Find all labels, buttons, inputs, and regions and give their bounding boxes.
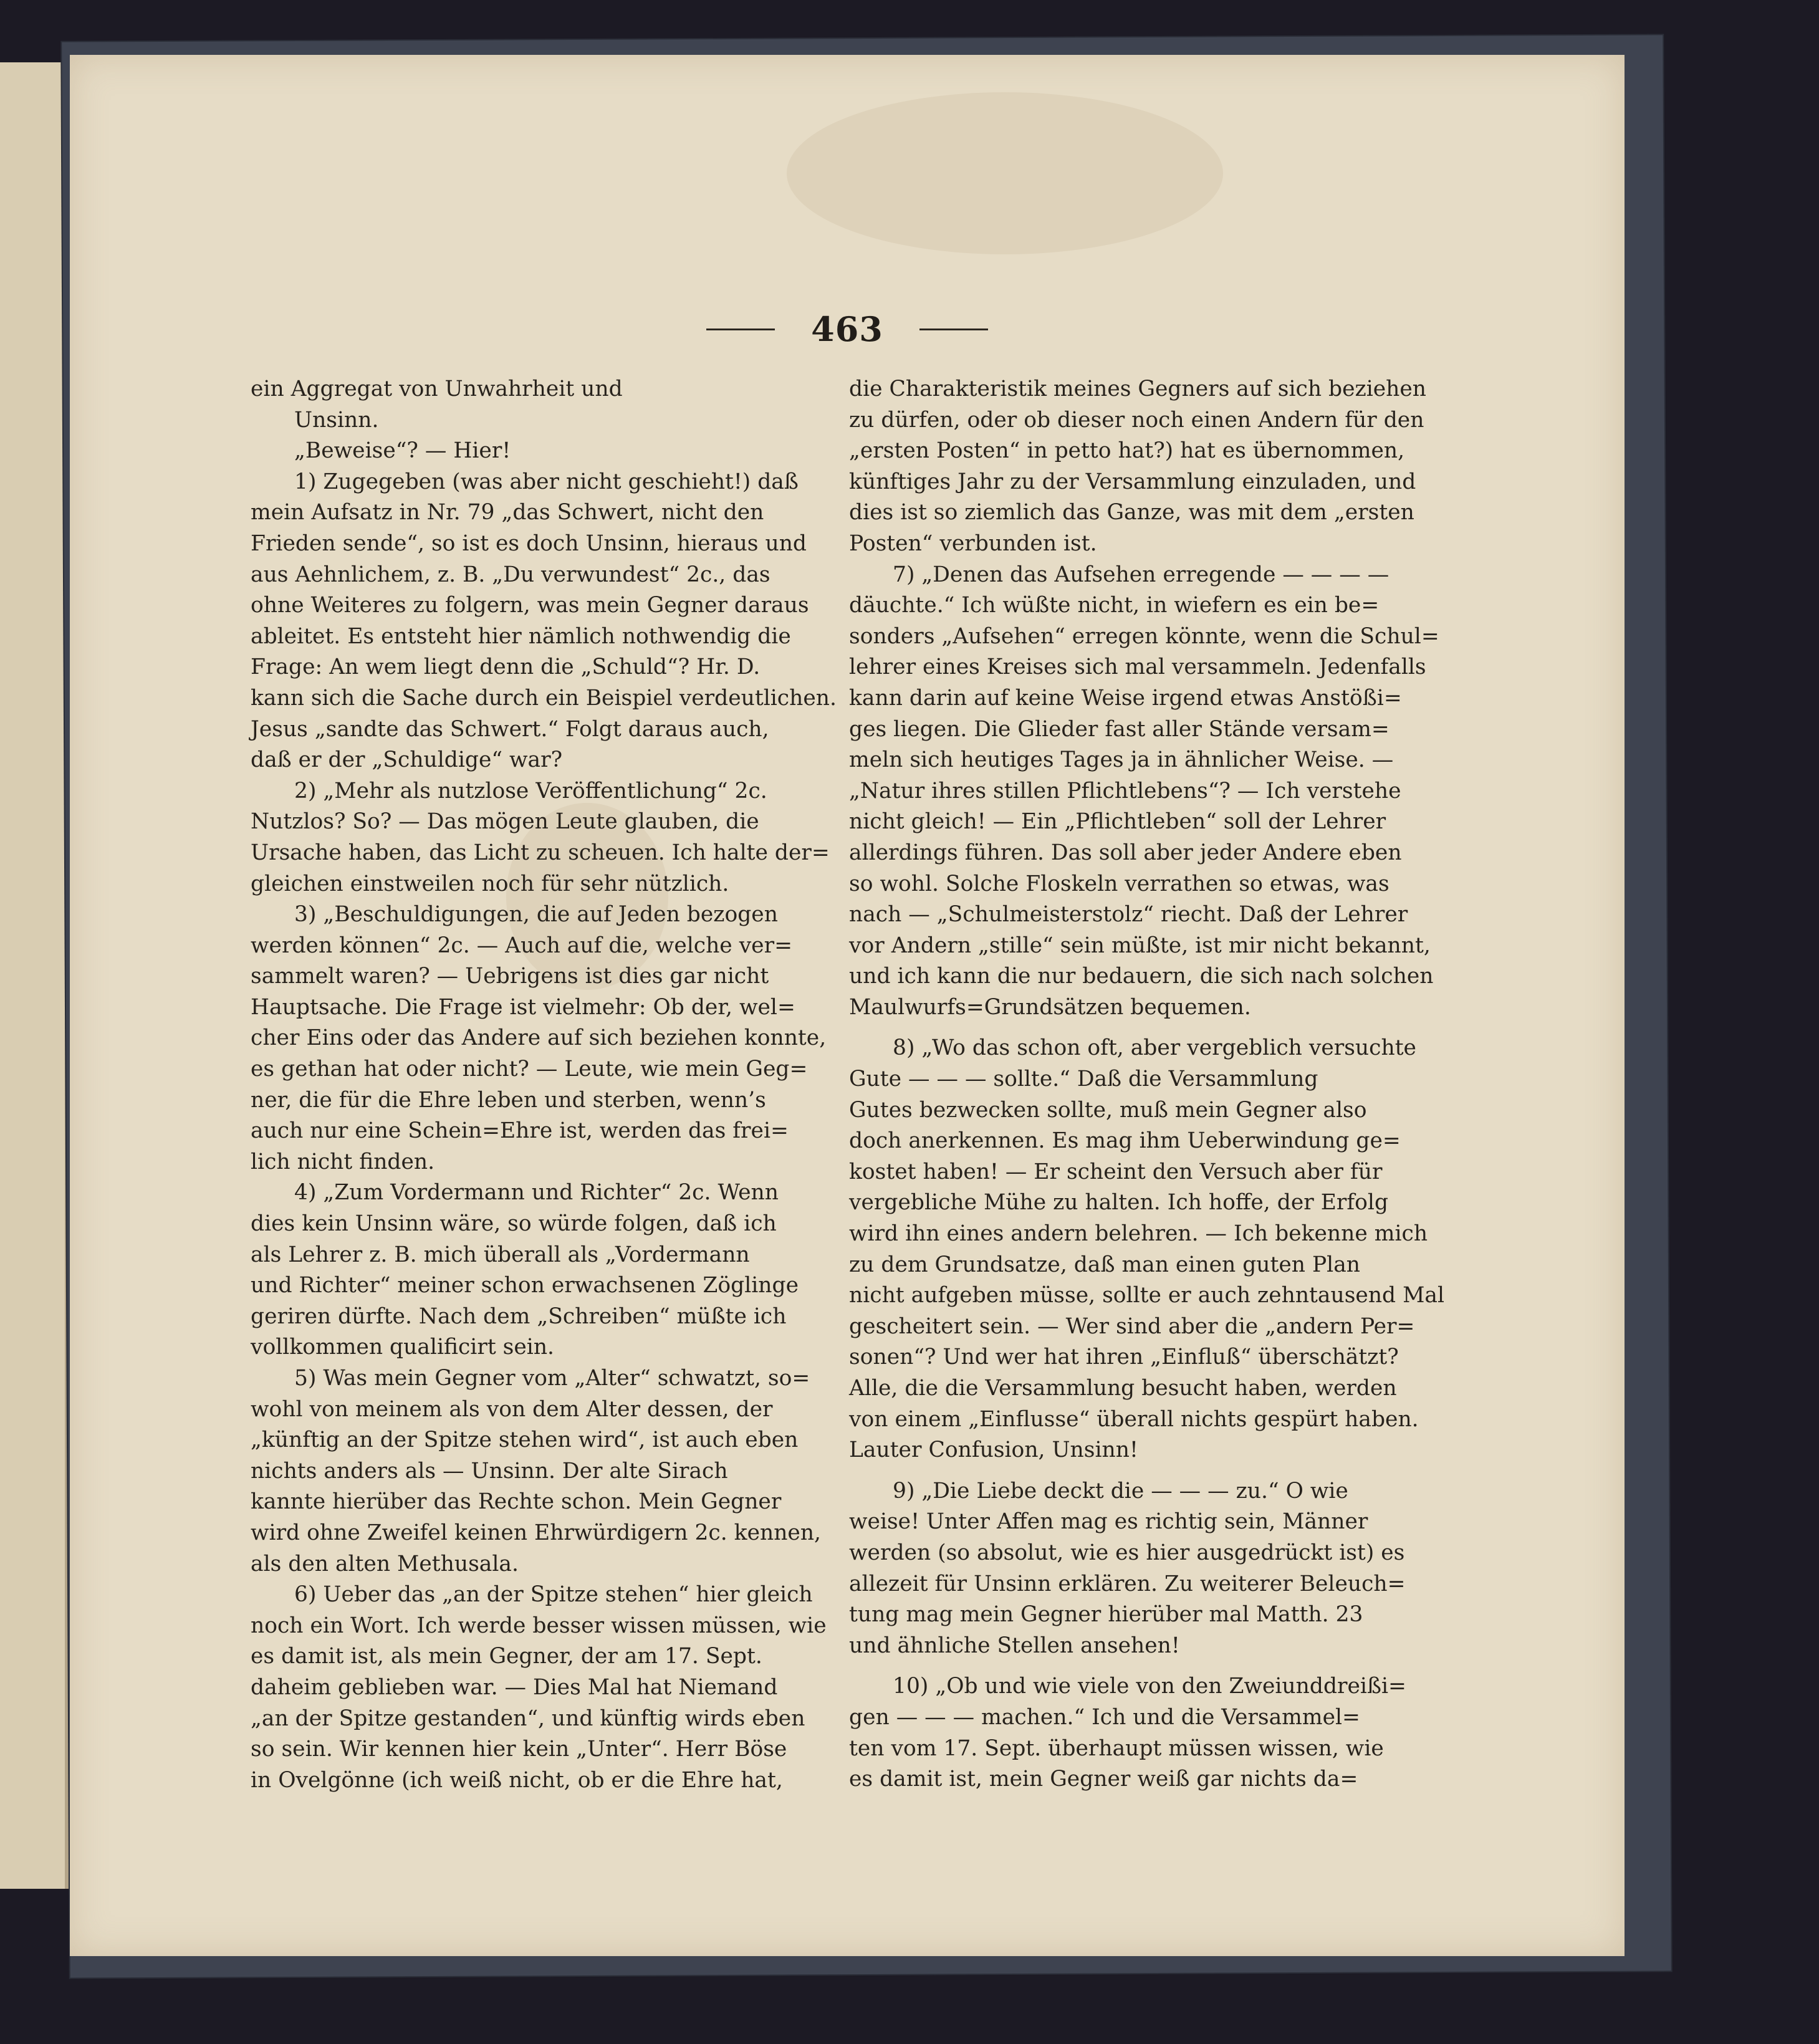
paragraph-gap [849, 1661, 1410, 1671]
text-line: Hauptsache. Die Frage ist vielmehr: Ob der, wel= [251, 994, 795, 1020]
text-line: es damit ist, mein Gegner weiß gar nichts da= [849, 1767, 1358, 1792]
text-line: von einem „Einflusse“ überall nichts gespürt haben. [849, 1406, 1419, 1432]
text-line: gescheitert sein. — Wer sind aber die „andern Per= [849, 1313, 1415, 1339]
text-line: die Charakteristik meines Gegners auf sich beziehen [849, 377, 1427, 401]
text-line: nichts anders als — Unsinn. Der alte Sirach [251, 1458, 728, 1484]
text-line: allezeit für Unsinn erklären. Zu weiterer Beleuch= [849, 1571, 1406, 1596]
text-line: ohne Weiteres zu folgern, was mein Gegner daraus [251, 593, 809, 618]
text-line: 4) „Zum Vordermann und Richter“ 2c. Wenn [294, 1180, 779, 1206]
text-line: ges liegen. Die Glieder fast aller Stände versam= [849, 716, 1389, 742]
text-line: 3) „Beschuldigungen, die auf Jeden bezogen [294, 902, 778, 928]
text-line: Gutes bezwecken sollte, muß mein Gegner also [849, 1097, 1367, 1123]
adjacent-left-page [0, 62, 69, 1889]
text-line: sonders „Aufsehen“ erregen könnte, wenn die Schul= [849, 623, 1439, 649]
text-line: 7) „Denen das Aufsehen erregende — — — — [893, 562, 1389, 587]
right-text-column [849, 374, 1445, 1795]
water-stain [787, 92, 1223, 254]
text-line: Gute — — — sollte.“ Daß die Versammlung [849, 1067, 1318, 1092]
text-line: „ersten Posten“ in petto hat?) hat es übernommen, [849, 438, 1405, 464]
text-line: es damit ist, als mein Gegner, der am 17. Sept. [251, 1644, 762, 1669]
text-line: „an der Spitze gestanden“, und künftig wirds eben [251, 1706, 805, 1731]
text-line: ner, die für die Ehre leben und sterben, wenn’s [251, 1087, 766, 1113]
text-line: so sein. Wir kennen hier kein „Unter“. Herr Böse [251, 1737, 787, 1762]
text-line: als den alten Methusala. [251, 1551, 519, 1576]
text-line: Posten“ verbunden ist. [849, 530, 1097, 556]
text-line: wird ihn eines andern belehren. — Ich bekenne mich [849, 1221, 1428, 1247]
text-line: geriren dürfte. Nach dem „Schreiben“ müßte ich [251, 1303, 787, 1329]
text-line: Frieden sende“, so ist es doch Unsinn, hieraus und [251, 530, 807, 556]
text-line: ten vom 17. Sept. überhaupt müssen wissen, wie [849, 1735, 1384, 1761]
text-line: weise! Unter Affen mag es richtig sein, Männer [849, 1509, 1368, 1535]
text-line: und Richter“ meiner schon erwachsenen Zöglinge [251, 1273, 799, 1298]
page-number: 463 [811, 309, 883, 349]
text-line: 9) „Die Liebe deckt die — — — zu.“ O wie [893, 1478, 1348, 1504]
book-page [70, 55, 1625, 1956]
text-line: als Lehrer z. B. mich überall als „Vordermann [251, 1242, 750, 1267]
text-line: dies ist so ziemlich das Ganze, was mit dem „ersten [849, 500, 1414, 525]
text-line: däuchte.“ Ich wüßte nicht, in wiefern es ein be= [849, 593, 1380, 618]
text-line: werden (so absolut, wie es hier ausgedrückt ist) es [849, 1540, 1405, 1565]
text-line: es gethan hat oder nicht? — Leute, wie mein Geg= [251, 1057, 808, 1082]
text-line: nicht gleich! — Ein „Pflichtleben“ soll der Lehrer [849, 809, 1386, 835]
text-line: lich nicht finden. [251, 1149, 435, 1174]
text-line: „Natur ihres stillen Pflichtlebens“? — Ich verstehe [849, 778, 1401, 804]
header-rule-left [706, 329, 775, 330]
text-line: und ähnliche Stellen ansehen! [849, 1633, 1180, 1658]
text-line: aus Aehnlichem, z. B. „Du verwundest“ 2c., das [251, 562, 770, 587]
text-line: „Beweise“? — Hier! [294, 438, 511, 464]
text-line: Nutzlos? So? — Das mögen Leute glauben, die [251, 809, 759, 835]
text-line: wird ohne Zweifel keinen Ehrwürdigern 2c. kennen, [251, 1520, 822, 1545]
paragraph-gap [849, 1023, 1410, 1033]
text-line: kostet haben! — Er scheint den Versuch aber für [849, 1159, 1383, 1184]
text-line: dies kein Unsinn wäre, so würde folgen, daß ich [251, 1211, 777, 1237]
text-line: sammelt waren? — Uebrigens ist dies gar nicht [251, 964, 769, 989]
text-line: 6) Ueber das „an der Spitze stehen“ hier gleich [294, 1582, 813, 1608]
text-line: und ich kann die nur bedauern, die sich nach solchen [849, 964, 1434, 989]
text-line: „künftig an der Spitze stehen wird“, ist auch eben [251, 1427, 799, 1453]
text-line: 10) „Ob und wie viele von den Zweiunddreißi= [893, 1674, 1406, 1699]
text-line: Alle, die die Versammlung besucht haben, werden [849, 1376, 1397, 1401]
text-line: so wohl. Solche Floskeln verrathen so etwas, was [849, 871, 1389, 896]
text-line: meln sich heutiges Tages ja in ähnlicher Weise. — [849, 747, 1394, 773]
text-line: nicht aufgeben müsse, sollte er auch zehntausend Mal [849, 1283, 1445, 1308]
left-text-column [251, 374, 837, 1796]
header-rule-right [919, 329, 988, 330]
text-line: zu dürfen, oder ob dieser noch einen Andern für den [849, 407, 1424, 433]
text-line: kann darin auf keine Weise irgend etwas Anstößi= [849, 685, 1402, 711]
text-line: daß er der „Schuldige“ war? [251, 747, 563, 773]
text-line: 5) Was mein Gegner vom „Alter“ schwatzt, so= [294, 1366, 810, 1391]
text-line: Frage: An wem liegt denn die „Schuld“? Hr. D. [251, 655, 761, 680]
text-line: 1) Zugegeben (was aber nicht geschieht!) daß [294, 469, 799, 494]
text-line: auch nur eine Schein=Ehre ist, werden das frei= [251, 1118, 789, 1144]
text-line: sonen“? Und wer hat ihren „Einfluß“ überschätzt? [849, 1345, 1399, 1370]
text-line: künftiges Jahr zu der Versammlung einzuladen, und [849, 469, 1416, 494]
text-line: Jesus „sandte das Schwert.“ Folgt daraus auch, [251, 716, 769, 742]
text-line: wohl von meinem als von dem Alter dessen, der [251, 1396, 773, 1422]
text-line: werden können“ 2c. — Auch auf die, welche ver= [251, 933, 793, 958]
text-line: ableitet. Es entsteht hier nämlich nothwendig die [251, 623, 791, 649]
text-line: gen — — — machen.“ Ich und die Versammel= [849, 1704, 1360, 1730]
text-line: allerdings führen. Das soll aber jeder Andere eben [849, 840, 1402, 865]
text-line: daheim geblieben war. — Dies Mal hat Niemand [251, 1674, 778, 1700]
text-line: Maulwurfs=Grundsätzen bequemen. [849, 994, 1251, 1020]
text-line: doch anerkennen. Es mag ihm Ueberwindung ge= [849, 1128, 1401, 1154]
text-line: cher Eins oder das Andere auf sich beziehen konnte, [251, 1025, 827, 1051]
text-line: Lauter Confusion, Unsinn! [849, 1437, 1138, 1463]
paragraph-gap [849, 1466, 1410, 1476]
text-line: zu dem Grundsatze, daß man einen guten Plan [849, 1252, 1360, 1277]
page-header [70, 304, 1625, 354]
text-line: noch ein Wort. Ich werde besser wissen müssen, wie [251, 1613, 827, 1638]
text-line: Unsinn. [294, 407, 379, 433]
text-line: ein Aggregat von Unwahrheit und [251, 377, 623, 401]
text-line: kannte hierüber das Rechte schon. Mein Gegner [251, 1489, 782, 1515]
text-line: mein Aufsatz in Nr. 79 „das Schwert, nicht den [251, 500, 764, 525]
text-line: 2) „Mehr als nutzlose Veröffentlichung“ 2c. [294, 778, 767, 804]
text-line: 8) „Wo das schon oft, aber vergeblich versuchte [893, 1035, 1416, 1061]
text-line: Ursache haben, das Licht zu scheuen. Ich halte der= [251, 840, 830, 865]
text-line: in Ovelgönne (ich weiß nicht, ob er die Ehre hat, [251, 1767, 783, 1793]
text-line: vergebliche Mühe zu halten. Ich hoffe, der Erfolg [849, 1190, 1389, 1216]
text-line: lehrer eines Kreises sich mal versammeln. Jedenfalls [849, 655, 1426, 680]
text-line: gleichen einstweilen noch für sehr nützlich. [251, 871, 729, 896]
text-line: nach — „Schulmeisterstolz“ riecht. Daß der Lehrer [849, 902, 1408, 928]
text-line: vollkommen qualificirt sein. [251, 1335, 555, 1360]
text-line: kann sich die Sache durch ein Beispiel verdeutlichen. [251, 685, 837, 711]
text-line: vor Andern „stille“ sein müßte, ist mir nicht bekannt, [849, 933, 1431, 958]
text-line: tung mag mein Gegner hierüber mal Matth. 23 [849, 1602, 1363, 1628]
